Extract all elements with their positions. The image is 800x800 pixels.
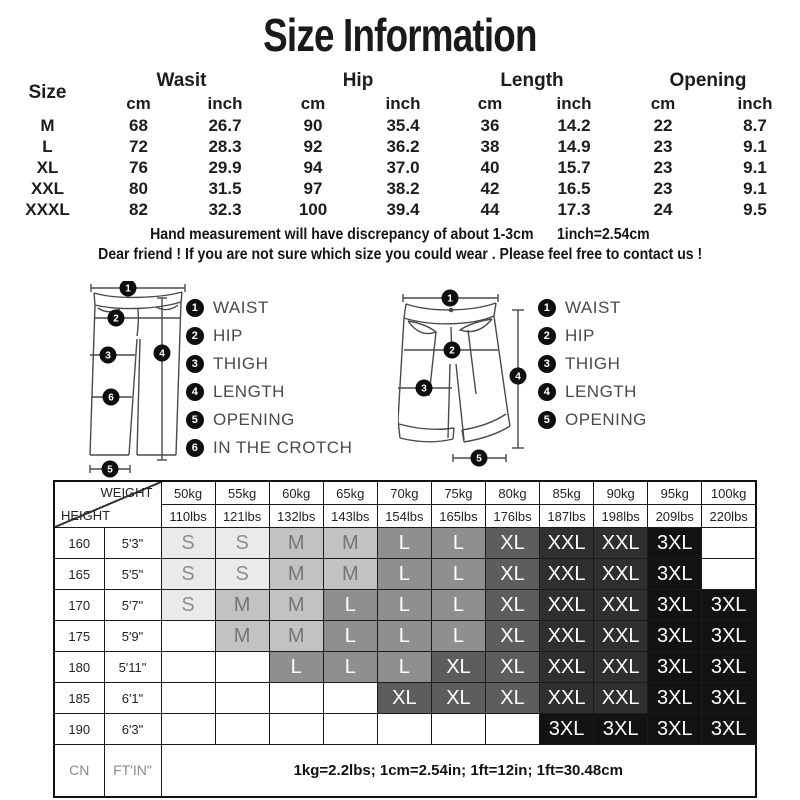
weight-kg-header: 70kg [377, 481, 431, 505]
size-label: L [42, 137, 53, 156]
weight-lbs-header: 187lbs [540, 505, 594, 528]
value-cell: 38.2 [386, 179, 420, 198]
weight-kg-header: 50kg [161, 481, 215, 505]
value-cell: 82 [129, 200, 148, 219]
value-cell: 14.2 [557, 116, 591, 135]
weight-kg-header: 80kg [485, 481, 539, 505]
pants-marker-1: 1 [125, 283, 131, 295]
size-cell: 3XL [702, 683, 756, 714]
height-cm-cell: 190 [54, 714, 104, 745]
shorts-marker-3: 3 [421, 383, 427, 395]
legend-label: THIGH [213, 354, 269, 373]
size-cell: S [161, 559, 215, 590]
size-cell [323, 714, 377, 745]
note-measurement [0, 226, 800, 244]
weight-lbs-header: 154lbs [377, 505, 431, 528]
size-cell: L [269, 652, 323, 683]
legend-item-length [186, 382, 352, 402]
size-cell: 3XL [648, 590, 702, 621]
legend-label: THIGH [565, 354, 621, 373]
size-cell: 3XL [702, 652, 756, 683]
size-cell: M [269, 528, 323, 559]
weight-lbs-header: 220lbs [702, 505, 756, 528]
pants-marker-3: 3 [105, 350, 111, 362]
value-cell: 9.1 [743, 179, 767, 198]
size-cell: L [431, 559, 485, 590]
legend-item-crotch [186, 438, 352, 458]
height-weight-matrix [53, 480, 757, 798]
size-cell [161, 683, 215, 714]
size-cell [485, 714, 539, 745]
number-badge-icon: 4 [186, 383, 204, 401]
weight-kg-header: 55kg [215, 481, 269, 505]
weight-kg-header: 60kg [269, 481, 323, 505]
corner-height-label: HEIGHT [61, 508, 111, 523]
size-cell: XL [431, 652, 485, 683]
col-group-waist: Wasit [156, 70, 207, 91]
value-cell: 44 [480, 200, 500, 219]
weight-kg-header: 65kg [323, 481, 377, 505]
height-ftin-cell: 5'7" [104, 590, 161, 621]
weight-kg-header: 90kg [594, 481, 648, 505]
size-cell: XL [485, 559, 539, 590]
legend-item-waist [538, 298, 647, 318]
weight-kg-header: 85kg [540, 481, 594, 505]
value-cell: 9.1 [743, 158, 767, 177]
pants-legend [186, 298, 352, 458]
value-cell: 8.7 [743, 116, 767, 135]
value-cell: 39.4 [386, 200, 420, 219]
unit-label-cm: cm [126, 94, 151, 113]
value-cell: 40 [480, 158, 500, 177]
legend-label: LENGTH [565, 382, 637, 401]
height-ftin-cell: 6'3" [104, 714, 161, 745]
size-cell: M [323, 528, 377, 559]
size-cell: 3XL [702, 621, 756, 652]
size-cell [269, 714, 323, 745]
number-badge-icon: 1 [186, 299, 204, 317]
value-cell: 90 [303, 116, 323, 135]
size-cell: 3XL [648, 714, 702, 745]
col-header-size: Size [28, 82, 67, 103]
size-cell: M [269, 590, 323, 621]
size-label: M [40, 116, 55, 135]
size-cell: XL [485, 652, 539, 683]
measurement-table [0, 70, 800, 221]
unit-label-cm: cm [477, 94, 503, 113]
height-cm-cell: 160 [54, 528, 104, 559]
value-cell: 9.5 [743, 200, 767, 219]
number-badge-icon: 5 [538, 411, 556, 429]
weight-kg-header: 95kg [648, 481, 702, 505]
size-cell: XL [485, 590, 539, 621]
value-cell: 23 [653, 137, 673, 156]
col-group-length: Length [500, 70, 564, 91]
weight-lbs-header: 110lbs [161, 505, 215, 528]
number-badge-icon: 2 [538, 327, 556, 345]
legend-item-hip [538, 326, 647, 346]
value-cell: 92 [303, 137, 323, 156]
size-cell: 3XL [648, 652, 702, 683]
number-badge-icon: 5 [186, 411, 204, 429]
legend-label: LENGTH [213, 382, 285, 401]
legend-item-thigh [538, 354, 647, 374]
size-label: XL [36, 158, 59, 177]
size-cell: XXL [540, 683, 594, 714]
size-cell: 3XL [648, 528, 702, 559]
size-cell: L [431, 590, 485, 621]
size-cell: XXL [540, 528, 594, 559]
value-cell: 100 [298, 200, 328, 219]
shorts-drawing-icon [398, 288, 533, 468]
size-cell: M [269, 621, 323, 652]
value-cell: 23 [653, 158, 673, 177]
size-cell [431, 714, 485, 745]
size-cell: L [431, 621, 485, 652]
number-badge-icon: 3 [186, 355, 204, 373]
value-cell: 31.5 [208, 179, 242, 198]
legend-item-waist [186, 298, 352, 318]
weight-kg-header: 100kg [702, 481, 756, 505]
note-contact [0, 246, 800, 264]
value-cell: 72 [129, 137, 148, 156]
value-cell: 36 [480, 116, 500, 135]
size-cell: XXL [540, 590, 594, 621]
footer-conversion-note: 1kg=2.2lbs; 1cm=2.54in; 1ft=12in; 1ft=30.48cm [161, 745, 756, 797]
weight-lbs-header: 121lbs [215, 505, 269, 528]
size-cell [161, 621, 215, 652]
height-ftin-cell: 5'11" [104, 652, 161, 683]
size-cell: S [215, 528, 269, 559]
height-ftin-cell: 5'3" [104, 528, 161, 559]
unit-label-inch: inch [207, 94, 243, 113]
weight-lbs-header: 198lbs [594, 505, 648, 528]
size-cell: XXL [540, 652, 594, 683]
number-badge-icon: 6 [186, 439, 204, 457]
legend-label: WAIST [565, 298, 621, 317]
shorts-marker-1: 1 [447, 293, 453, 305]
height-cm-cell: 185 [54, 683, 104, 714]
shorts-marker-2: 2 [449, 345, 455, 357]
size-cell: 3XL [648, 559, 702, 590]
legend-item-opening [186, 410, 352, 430]
footer-ftin-label: FT'IN" [104, 745, 161, 797]
value-cell: 38 [480, 137, 500, 156]
shorts-marker-4: 4 [515, 371, 521, 383]
size-cell: 3XL [540, 714, 594, 745]
note-contact-text: Dear friend ! If you are not sure which size you could wear . Please feel free to contact us ! [97, 246, 703, 263]
shorts-diagram [398, 288, 533, 468]
size-cell: XXL [594, 528, 648, 559]
number-badge-icon: 2 [186, 327, 204, 345]
legend-item-hip [186, 326, 352, 346]
unit-label-inch: inch [737, 94, 773, 113]
pants-marker-4: 4 [159, 348, 165, 360]
legend-item-opening [538, 410, 647, 430]
size-cell: L [377, 590, 431, 621]
size-cell [269, 683, 323, 714]
size-cell: L [377, 652, 431, 683]
weight-lbs-header: 132lbs [269, 505, 323, 528]
footer-cn-label: CN [54, 745, 104, 797]
value-cell: 76 [129, 158, 148, 177]
size-cell: S [161, 528, 215, 559]
unit-label-cm: cm [300, 94, 326, 113]
legend-label: OPENING [565, 410, 647, 429]
note-measurement-text: Hand measurement will have discrepancy of about 1-3cm 1inch=2.54cm [150, 226, 650, 243]
size-cell: L [377, 559, 431, 590]
legend-label: WAIST [213, 298, 269, 317]
size-cell [215, 683, 269, 714]
legend-label: OPENING [213, 410, 295, 429]
size-cell: 3XL [648, 621, 702, 652]
number-badge-icon: 1 [538, 299, 556, 317]
size-cell: L [377, 528, 431, 559]
size-cell: XXL [594, 590, 648, 621]
size-cell [215, 714, 269, 745]
size-cell [161, 714, 215, 745]
size-cell: XL [485, 683, 539, 714]
value-cell: 94 [303, 158, 323, 177]
size-cell: L [431, 528, 485, 559]
size-cell: XXL [594, 621, 648, 652]
size-cell [323, 683, 377, 714]
size-cell: M [269, 559, 323, 590]
size-cell [215, 652, 269, 683]
size-cell: XL [431, 683, 485, 714]
value-cell: 28.3 [208, 137, 242, 156]
legend-label: HIP [565, 326, 595, 345]
page-title [0, 10, 800, 61]
size-cell: L [323, 590, 377, 621]
height-ftin-cell: 5'5" [104, 559, 161, 590]
value-cell: 32.3 [208, 200, 242, 219]
size-cell: S [215, 559, 269, 590]
size-cell [377, 714, 431, 745]
size-cell: L [323, 621, 377, 652]
value-cell: 80 [129, 179, 148, 198]
value-cell: 22 [653, 116, 673, 135]
value-cell: 23 [653, 179, 673, 198]
shorts-legend [538, 298, 647, 430]
legend-label: IN THE CROTCH [213, 438, 353, 457]
value-cell: 14.9 [557, 137, 591, 156]
weight-lbs-header: 176lbs [485, 505, 539, 528]
value-cell: 15.7 [557, 158, 591, 177]
value-cell: 97 [303, 179, 323, 198]
size-cell: L [377, 621, 431, 652]
size-label: XXXL [25, 200, 70, 219]
corner-header [54, 481, 161, 528]
size-cell: XXL [540, 621, 594, 652]
weight-kg-header: 75kg [431, 481, 485, 505]
value-cell: 35.4 [386, 116, 420, 135]
pants-marker-5: 5 [107, 464, 113, 476]
value-cell: 26.7 [208, 116, 242, 135]
value-cell: 9.1 [743, 137, 767, 156]
col-group-hip: Hip [342, 70, 374, 91]
size-cell: XL [485, 528, 539, 559]
legend-label: HIP [213, 326, 243, 345]
corner-weight-label: WEIGHT [100, 485, 153, 500]
value-cell: 68 [129, 116, 148, 135]
col-group-opening: Opening [669, 70, 747, 91]
size-cell: XXL [594, 652, 648, 683]
value-cell: 29.9 [208, 158, 242, 177]
height-cm-cell: 165 [54, 559, 104, 590]
page-title-text: Size Information [263, 9, 537, 61]
height-cm-cell: 180 [54, 652, 104, 683]
size-cell: M [215, 590, 269, 621]
weight-lbs-header: 209lbs [648, 505, 702, 528]
number-badge-icon: 4 [538, 383, 556, 401]
value-cell: 24 [653, 200, 673, 219]
size-cell: M [215, 621, 269, 652]
number-badge-icon: 3 [538, 355, 556, 373]
size-cell: XL [377, 683, 431, 714]
height-cm-cell: 170 [54, 590, 104, 621]
unit-label-cm: cm [650, 94, 676, 113]
value-cell: 17.3 [557, 200, 591, 219]
value-cell: 37.0 [386, 158, 420, 177]
size-cell: 3XL [648, 683, 702, 714]
size-cell [161, 652, 215, 683]
pants-drawing-icon [88, 281, 198, 479]
weight-lbs-header: 143lbs [323, 505, 377, 528]
height-cm-cell: 175 [54, 621, 104, 652]
size-cell: 3XL [594, 714, 648, 745]
weight-lbs-header: 165lbs [431, 505, 485, 528]
size-cell [702, 528, 756, 559]
size-cell: XXL [594, 683, 648, 714]
size-cell: XL [485, 621, 539, 652]
height-ftin-cell: 6'1" [104, 683, 161, 714]
size-cell: S [161, 590, 215, 621]
size-label: XXL [30, 179, 65, 198]
size-cell [702, 559, 756, 590]
size-cell: L [323, 652, 377, 683]
value-cell: 42 [480, 179, 500, 198]
size-cell: XXL [540, 559, 594, 590]
unit-label-inch: inch [556, 94, 592, 113]
legend-item-thigh [186, 354, 352, 374]
diagram-section [0, 278, 800, 478]
size-cell: 3XL [702, 714, 756, 745]
shorts-marker-5: 5 [476, 453, 482, 465]
pants-marker-6: 6 [108, 392, 114, 404]
height-ftin-cell: 5'9" [104, 621, 161, 652]
pants-diagram [88, 281, 198, 479]
size-cell: 3XL [702, 590, 756, 621]
unit-label-inch: inch [385, 94, 421, 113]
legend-item-length [538, 382, 647, 402]
size-cell: M [323, 559, 377, 590]
size-cell: XXL [594, 559, 648, 590]
value-cell: 16.5 [557, 179, 591, 198]
pants-marker-2: 2 [113, 313, 119, 325]
value-cell: 36.2 [386, 137, 420, 156]
